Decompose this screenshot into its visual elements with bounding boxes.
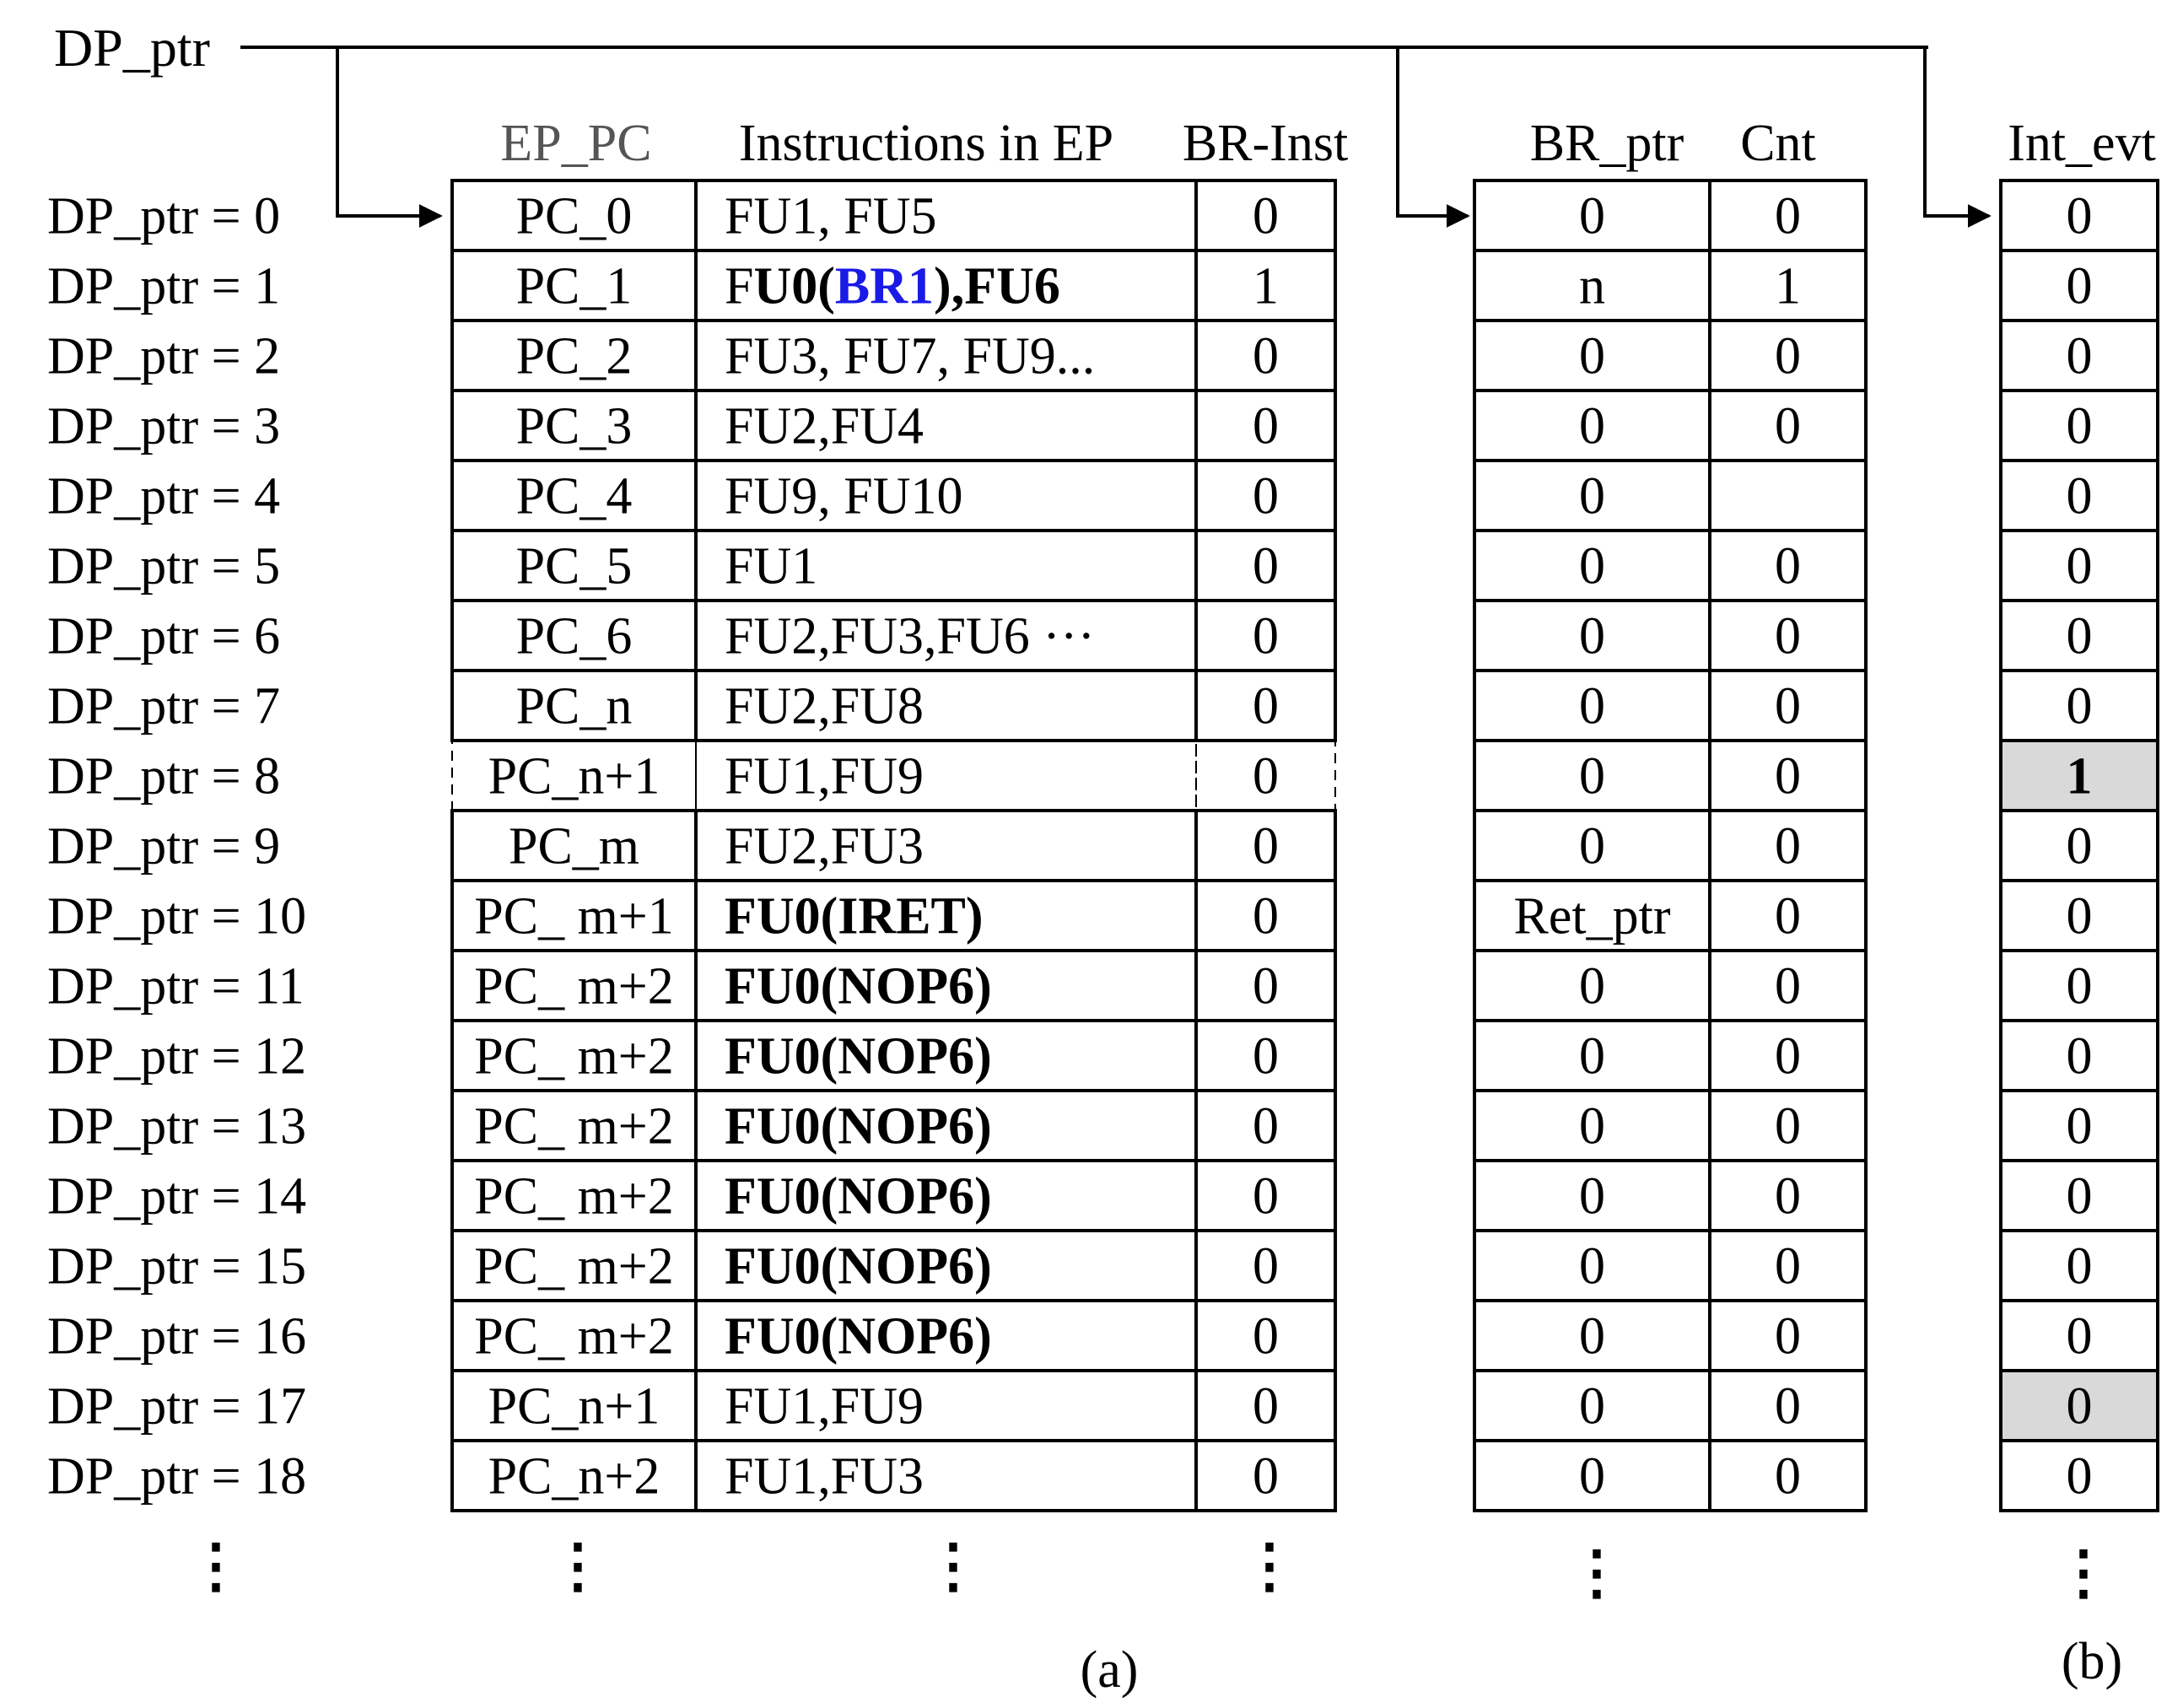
instruction-value bbox=[725, 188, 937, 245]
row-label: DP_ptr = 16 bbox=[47, 1307, 307, 1366]
row-label: DP_ptr = 9 bbox=[47, 817, 281, 876]
instruction-segment: U0( bbox=[753, 257, 835, 315]
int-evt-value: 0 bbox=[2066, 607, 2093, 665]
row-label: DP_ptr = 4 bbox=[47, 467, 281, 525]
br-inst-value: 0 bbox=[1253, 747, 1279, 806]
instruction-value bbox=[725, 678, 924, 735]
header-cnt: Cnt bbox=[1740, 115, 1816, 172]
pointer-arrow-table-a bbox=[337, 47, 440, 216]
instruction-value bbox=[725, 608, 1095, 665]
row-label: DP_ptr = 7 bbox=[47, 677, 281, 735]
int-evt-value: 0 bbox=[2066, 1237, 2093, 1296]
instruction-value bbox=[725, 538, 817, 595]
cnt-value: 0 bbox=[1775, 187, 1801, 245]
ellipsis-instructions: ⋮ bbox=[924, 1534, 983, 1599]
cnt-value: 0 bbox=[1775, 817, 1801, 876]
instruction-value bbox=[725, 818, 924, 876]
int-evt-value: 0 bbox=[2066, 187, 2093, 245]
row-label: DP_ptr = 0 bbox=[47, 187, 281, 245]
br-inst-value: 0 bbox=[1253, 1237, 1279, 1296]
br-ptr-value: 0 bbox=[1579, 327, 1605, 385]
br-ptr-value: 0 bbox=[1579, 397, 1605, 455]
br-inst-value: 0 bbox=[1253, 1167, 1279, 1226]
ellipsis-row-labels: ⋮ bbox=[186, 1534, 245, 1599]
instruction-segment: FU0(NOP6) bbox=[725, 1167, 992, 1226]
instruction-value bbox=[725, 398, 924, 455]
instruction-segment: FU1,FU9 bbox=[725, 747, 924, 806]
br-ptr-value: Ret_ptr bbox=[1513, 887, 1671, 946]
instruction-segment: FU0(NOP6) bbox=[725, 957, 992, 1016]
int-evt-value: 1 bbox=[2066, 747, 2093, 806]
row-label: DP_ptr = 14 bbox=[47, 1167, 307, 1226]
instruction-segment: FU1,FU9 bbox=[725, 1377, 924, 1436]
instruction-value bbox=[725, 328, 1095, 385]
header-ep-pc: EP_PC bbox=[500, 115, 652, 172]
br-inst-value: 0 bbox=[1253, 467, 1279, 525]
br-ptr-value: 0 bbox=[1579, 1447, 1605, 1506]
row-label: DP_ptr = 12 bbox=[47, 1027, 307, 1086]
ep-pc-value: PC_ m+2 bbox=[474, 1027, 674, 1086]
instruction-segment: FU0(NOP6) bbox=[725, 1027, 992, 1086]
br-inst-value: 0 bbox=[1253, 327, 1279, 385]
instruction-segment: FU9, FU10 bbox=[725, 467, 963, 525]
instruction-value bbox=[725, 1378, 924, 1436]
instruction-segment: FU2,FU3,FU6 ··· bbox=[725, 607, 1096, 665]
cnt-value: 0 bbox=[1775, 1237, 1801, 1296]
ep-pc-value: PC_5 bbox=[515, 537, 633, 595]
instruction-value bbox=[725, 888, 984, 946]
pointer-arrow-br-table bbox=[1398, 47, 1468, 216]
instruction-value bbox=[725, 258, 1060, 315]
br-ptr-value: 0 bbox=[1579, 957, 1605, 1016]
ep-pc-value: PC_ m+2 bbox=[474, 1307, 674, 1366]
br-ptr-value: 0 bbox=[1579, 467, 1605, 525]
br-inst-value: 0 bbox=[1253, 1097, 1279, 1156]
instruction-segment: FU0(NOP6) bbox=[725, 1097, 992, 1156]
int-evt-value: 0 bbox=[2066, 1307, 2093, 1366]
int-evt-value: 0 bbox=[2066, 677, 2093, 735]
instruction-value bbox=[725, 1238, 992, 1296]
br-inst-value: 0 bbox=[1253, 1307, 1279, 1366]
instruction-segment: FU1,FU3 bbox=[725, 1447, 924, 1506]
br-ptr-value: 0 bbox=[1579, 187, 1605, 245]
table-rows bbox=[47, 180, 2158, 1511]
instruction-segment: FU2,FU4 bbox=[725, 397, 924, 455]
ellipsis-ep-pc: ⋮ bbox=[548, 1534, 607, 1599]
ep-pc-value: PC_6 bbox=[515, 607, 633, 665]
cnt-value: 0 bbox=[1775, 1377, 1801, 1436]
caption-b: (b) bbox=[2061, 1633, 2123, 1690]
int-evt-value: 0 bbox=[2066, 467, 2093, 525]
row-label: DP_ptr = 3 bbox=[47, 397, 281, 455]
int-evt-value: 0 bbox=[2066, 1167, 2093, 1226]
br-inst-value: 0 bbox=[1253, 677, 1279, 735]
pointer-arrow-int-evt bbox=[1925, 47, 1989, 216]
header-br-ptr: BR_ptr bbox=[1529, 115, 1684, 172]
br-inst-value: 0 bbox=[1253, 957, 1279, 1016]
br-ptr-value: 0 bbox=[1579, 677, 1605, 735]
ellipsis-br-inst: ⋮ bbox=[1240, 1534, 1299, 1599]
ep-pc-value: PC_n bbox=[515, 677, 633, 735]
ellipsis-int-evt: ⋮ bbox=[2054, 1541, 2113, 1606]
instruction-value bbox=[725, 1308, 992, 1366]
header-instructions: Instructions in EP bbox=[738, 115, 1114, 172]
int-evt-value: 0 bbox=[2066, 817, 2093, 876]
int-evt-value: 0 bbox=[2066, 1377, 2093, 1436]
br-inst-value: 0 bbox=[1253, 887, 1279, 946]
row-label: DP_ptr = 8 bbox=[47, 747, 281, 806]
ep-pc-value: PC_2 bbox=[515, 327, 633, 385]
header-br-inst: BR-Inst bbox=[1182, 115, 1349, 172]
instruction-segment: FU2,FU3 bbox=[725, 817, 924, 876]
instruction-value bbox=[725, 468, 963, 525]
row-label: DP_ptr = 17 bbox=[47, 1377, 307, 1436]
row-label: DP_ptr = 15 bbox=[47, 1237, 307, 1296]
ellipsis-br-ptr: ⋮ bbox=[1567, 1541, 1626, 1606]
row-label: DP_ptr = 13 bbox=[47, 1097, 307, 1156]
caption-a: (a) bbox=[1080, 1641, 1139, 1699]
br-ptr-value: n bbox=[1579, 257, 1605, 315]
ep-pc-value: PC_ m+2 bbox=[474, 957, 674, 1016]
br-inst-value: 0 bbox=[1253, 537, 1279, 595]
ep-pc-value: PC_0 bbox=[515, 187, 633, 245]
br-ptr-value: 0 bbox=[1579, 1377, 1605, 1436]
instruction-segment: FU1 bbox=[725, 537, 818, 595]
br-ptr-value: 0 bbox=[1579, 1097, 1605, 1156]
instruction-segment: ),FU6 bbox=[934, 257, 1060, 315]
br-inst-value: 0 bbox=[1253, 1447, 1279, 1506]
int-evt-value: 0 bbox=[2066, 327, 2093, 385]
header-int-evt: Int_evt bbox=[2008, 115, 2156, 172]
int-evt-value: 0 bbox=[2066, 887, 2093, 946]
br-ptr-value: 0 bbox=[1579, 747, 1605, 806]
br-inst-value: 0 bbox=[1253, 817, 1279, 876]
cnt-value: 0 bbox=[1775, 607, 1801, 665]
row-label: DP_ptr = 11 bbox=[47, 957, 305, 1016]
br-inst-value: 0 bbox=[1253, 187, 1279, 245]
br-inst-value: 0 bbox=[1253, 607, 1279, 665]
cnt-value: 0 bbox=[1775, 1307, 1801, 1366]
br-ptr-value: 0 bbox=[1579, 1167, 1605, 1226]
cnt-cell bbox=[1710, 461, 1866, 531]
br-inst-value: 1 bbox=[1253, 257, 1279, 315]
int-evt-value: 0 bbox=[2066, 1447, 2093, 1506]
ep-pc-value: PC_3 bbox=[515, 397, 633, 455]
instruction-segment: FU1, FU5 bbox=[725, 187, 937, 245]
br-inst-value: 0 bbox=[1253, 1377, 1279, 1436]
row-label: DP_ptr = 5 bbox=[47, 537, 281, 595]
instruction-segment: BR1 bbox=[834, 257, 935, 315]
cnt-value: 0 bbox=[1775, 887, 1801, 946]
row-label: DP_ptr = 18 bbox=[47, 1447, 307, 1506]
ep-pc-value: PC_n+2 bbox=[488, 1447, 660, 1506]
br-ptr-value: 0 bbox=[1579, 1237, 1605, 1296]
int-evt-value: 0 bbox=[2066, 1027, 2093, 1086]
cnt-value: 0 bbox=[1775, 677, 1801, 735]
cnt-value: 0 bbox=[1775, 537, 1801, 595]
br-ptr-value: 0 bbox=[1579, 537, 1605, 595]
int-evt-value: 0 bbox=[2066, 397, 2093, 455]
ep-pc-value: PC_ m+2 bbox=[474, 1237, 674, 1296]
instruction-segment: FU0(NOP6) bbox=[725, 1307, 992, 1366]
ep-pc-value: PC_ m+1 bbox=[474, 887, 674, 946]
br-inst-value: 0 bbox=[1253, 397, 1279, 455]
int-evt-value: 0 bbox=[2066, 257, 2093, 315]
ep-pc-value: PC_ m+2 bbox=[474, 1097, 674, 1156]
instruction-segment: FU0(NOP6) bbox=[725, 1237, 992, 1296]
ep-pc-value: PC_n+1 bbox=[488, 747, 660, 806]
cnt-value: 1 bbox=[1775, 257, 1801, 315]
cnt-value: 0 bbox=[1775, 1027, 1801, 1086]
cnt-value: 0 bbox=[1775, 1097, 1801, 1156]
br-ptr-value: 0 bbox=[1579, 1307, 1605, 1366]
br-ptr-value: 0 bbox=[1579, 607, 1605, 665]
instruction-segment: FU3, FU7, FU9... bbox=[725, 327, 1096, 385]
ep-pc-value: PC_4 bbox=[515, 467, 633, 525]
cnt-value: 0 bbox=[1775, 327, 1801, 385]
row-label: DP_ptr = 6 bbox=[47, 607, 281, 665]
instruction-value bbox=[725, 958, 992, 1016]
cnt-value: 0 bbox=[1775, 397, 1801, 455]
instruction-segment: FU0(IRET) bbox=[725, 887, 984, 946]
row-label: DP_ptr = 10 bbox=[47, 887, 307, 946]
instruction-value bbox=[725, 748, 924, 806]
instruction-segment: F bbox=[725, 257, 754, 315]
instruction-value bbox=[725, 1098, 992, 1156]
ep-pc-value: PC_m bbox=[508, 817, 640, 876]
instruction-value bbox=[725, 1448, 924, 1506]
cnt-value: 0 bbox=[1775, 1167, 1801, 1226]
instruction-value bbox=[725, 1168, 992, 1226]
cnt-value: 0 bbox=[1775, 1447, 1801, 1506]
ep-pc-value: PC_ m+2 bbox=[474, 1167, 674, 1226]
cnt-value: 0 bbox=[1775, 957, 1801, 1016]
ep-pc-value: PC_n+1 bbox=[488, 1377, 660, 1436]
br-ptr-value: 0 bbox=[1579, 1027, 1605, 1086]
row-label: DP_ptr = 1 bbox=[47, 257, 281, 315]
row-label: DP_ptr = 2 bbox=[47, 327, 281, 385]
dp-ptr-label: DP_ptr bbox=[54, 18, 210, 78]
br-inst-value: 0 bbox=[1253, 1027, 1279, 1086]
ep-pc-value: PC_1 bbox=[515, 257, 633, 315]
int-evt-value: 0 bbox=[2066, 1097, 2093, 1156]
instruction-segment: FU2,FU8 bbox=[725, 677, 924, 735]
br-ptr-value: 0 bbox=[1579, 817, 1605, 876]
instruction-value bbox=[725, 1028, 992, 1086]
int-evt-value: 0 bbox=[2066, 957, 2093, 1016]
cnt-value: 0 bbox=[1775, 747, 1801, 806]
int-evt-value: 0 bbox=[2066, 537, 2093, 595]
